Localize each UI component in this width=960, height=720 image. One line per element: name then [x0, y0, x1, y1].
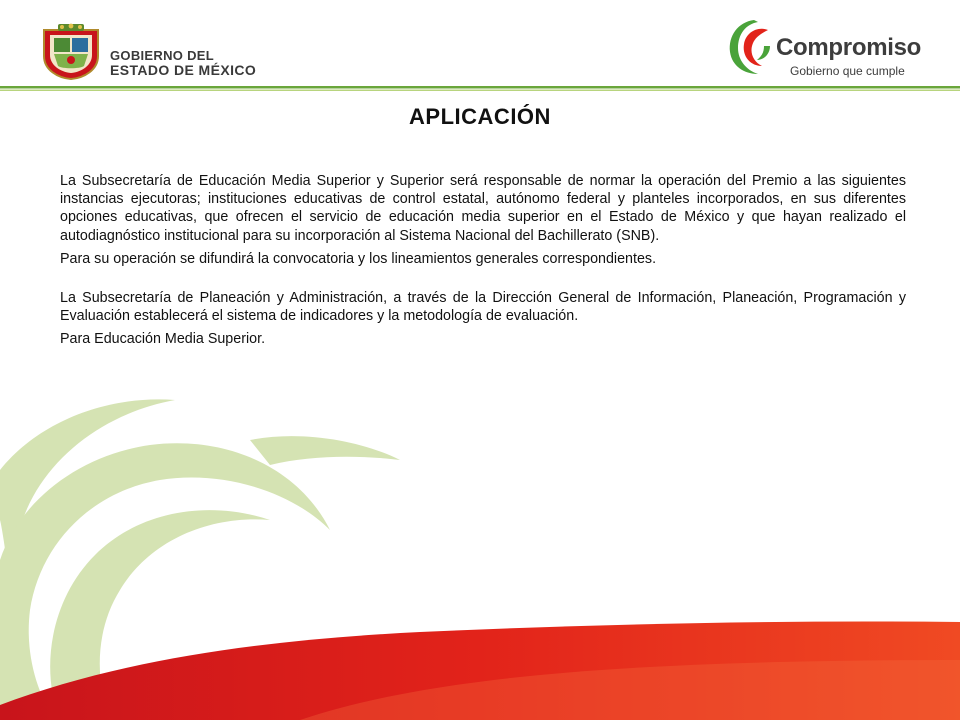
coat-of-arms-icon [40, 22, 102, 80]
estado-de-mexico-logo [40, 20, 280, 84]
page-title: APLICACIÓN [409, 104, 551, 129]
brand-name: Compromiso [776, 34, 922, 61]
compromiso-swirl-icon [724, 16, 782, 78]
header-divider [0, 86, 960, 92]
paragraph-operation: Para su operación se difundirá la convocatoria y los lineamientos generales correspondientes. [60, 250, 657, 267]
paragraph-media-superior: Para Educación Media Superior. [60, 331, 266, 348]
government-label: GOBIERNO DEL [110, 48, 214, 63]
compromiso-logo [724, 16, 924, 82]
paragraph-responsibility: La Subsecretaría de Educación Media Superior y Superior será responsable de normar la operación del Premio a las siguientes instancias ejecutoras; instituciones educativas de control estatal, autónomo federal y planteles incorporados, en sus diferentes opciones educativas, que ofrecen el servicio de educación media superior en el Estado de México y que hayan realizado el autodiagnóstico institucional para su incorporación al Sistema Nacional del Bachillerato (SNB). [60, 173, 906, 244]
state-label: ESTADO DE MÉXICO [110, 62, 257, 78]
state-government-name [110, 48, 256, 78]
paragraph-planning: La Subsecretaría de Planeación y Administración, a través de la Dirección General de Información, Planeación, Programación y Evaluación establecerá el sistema de indicadores y la metodología de evaluación. [60, 290, 906, 325]
brand-tagline: Gobierno que cumple [790, 64, 905, 78]
body-text [60, 172, 906, 349]
